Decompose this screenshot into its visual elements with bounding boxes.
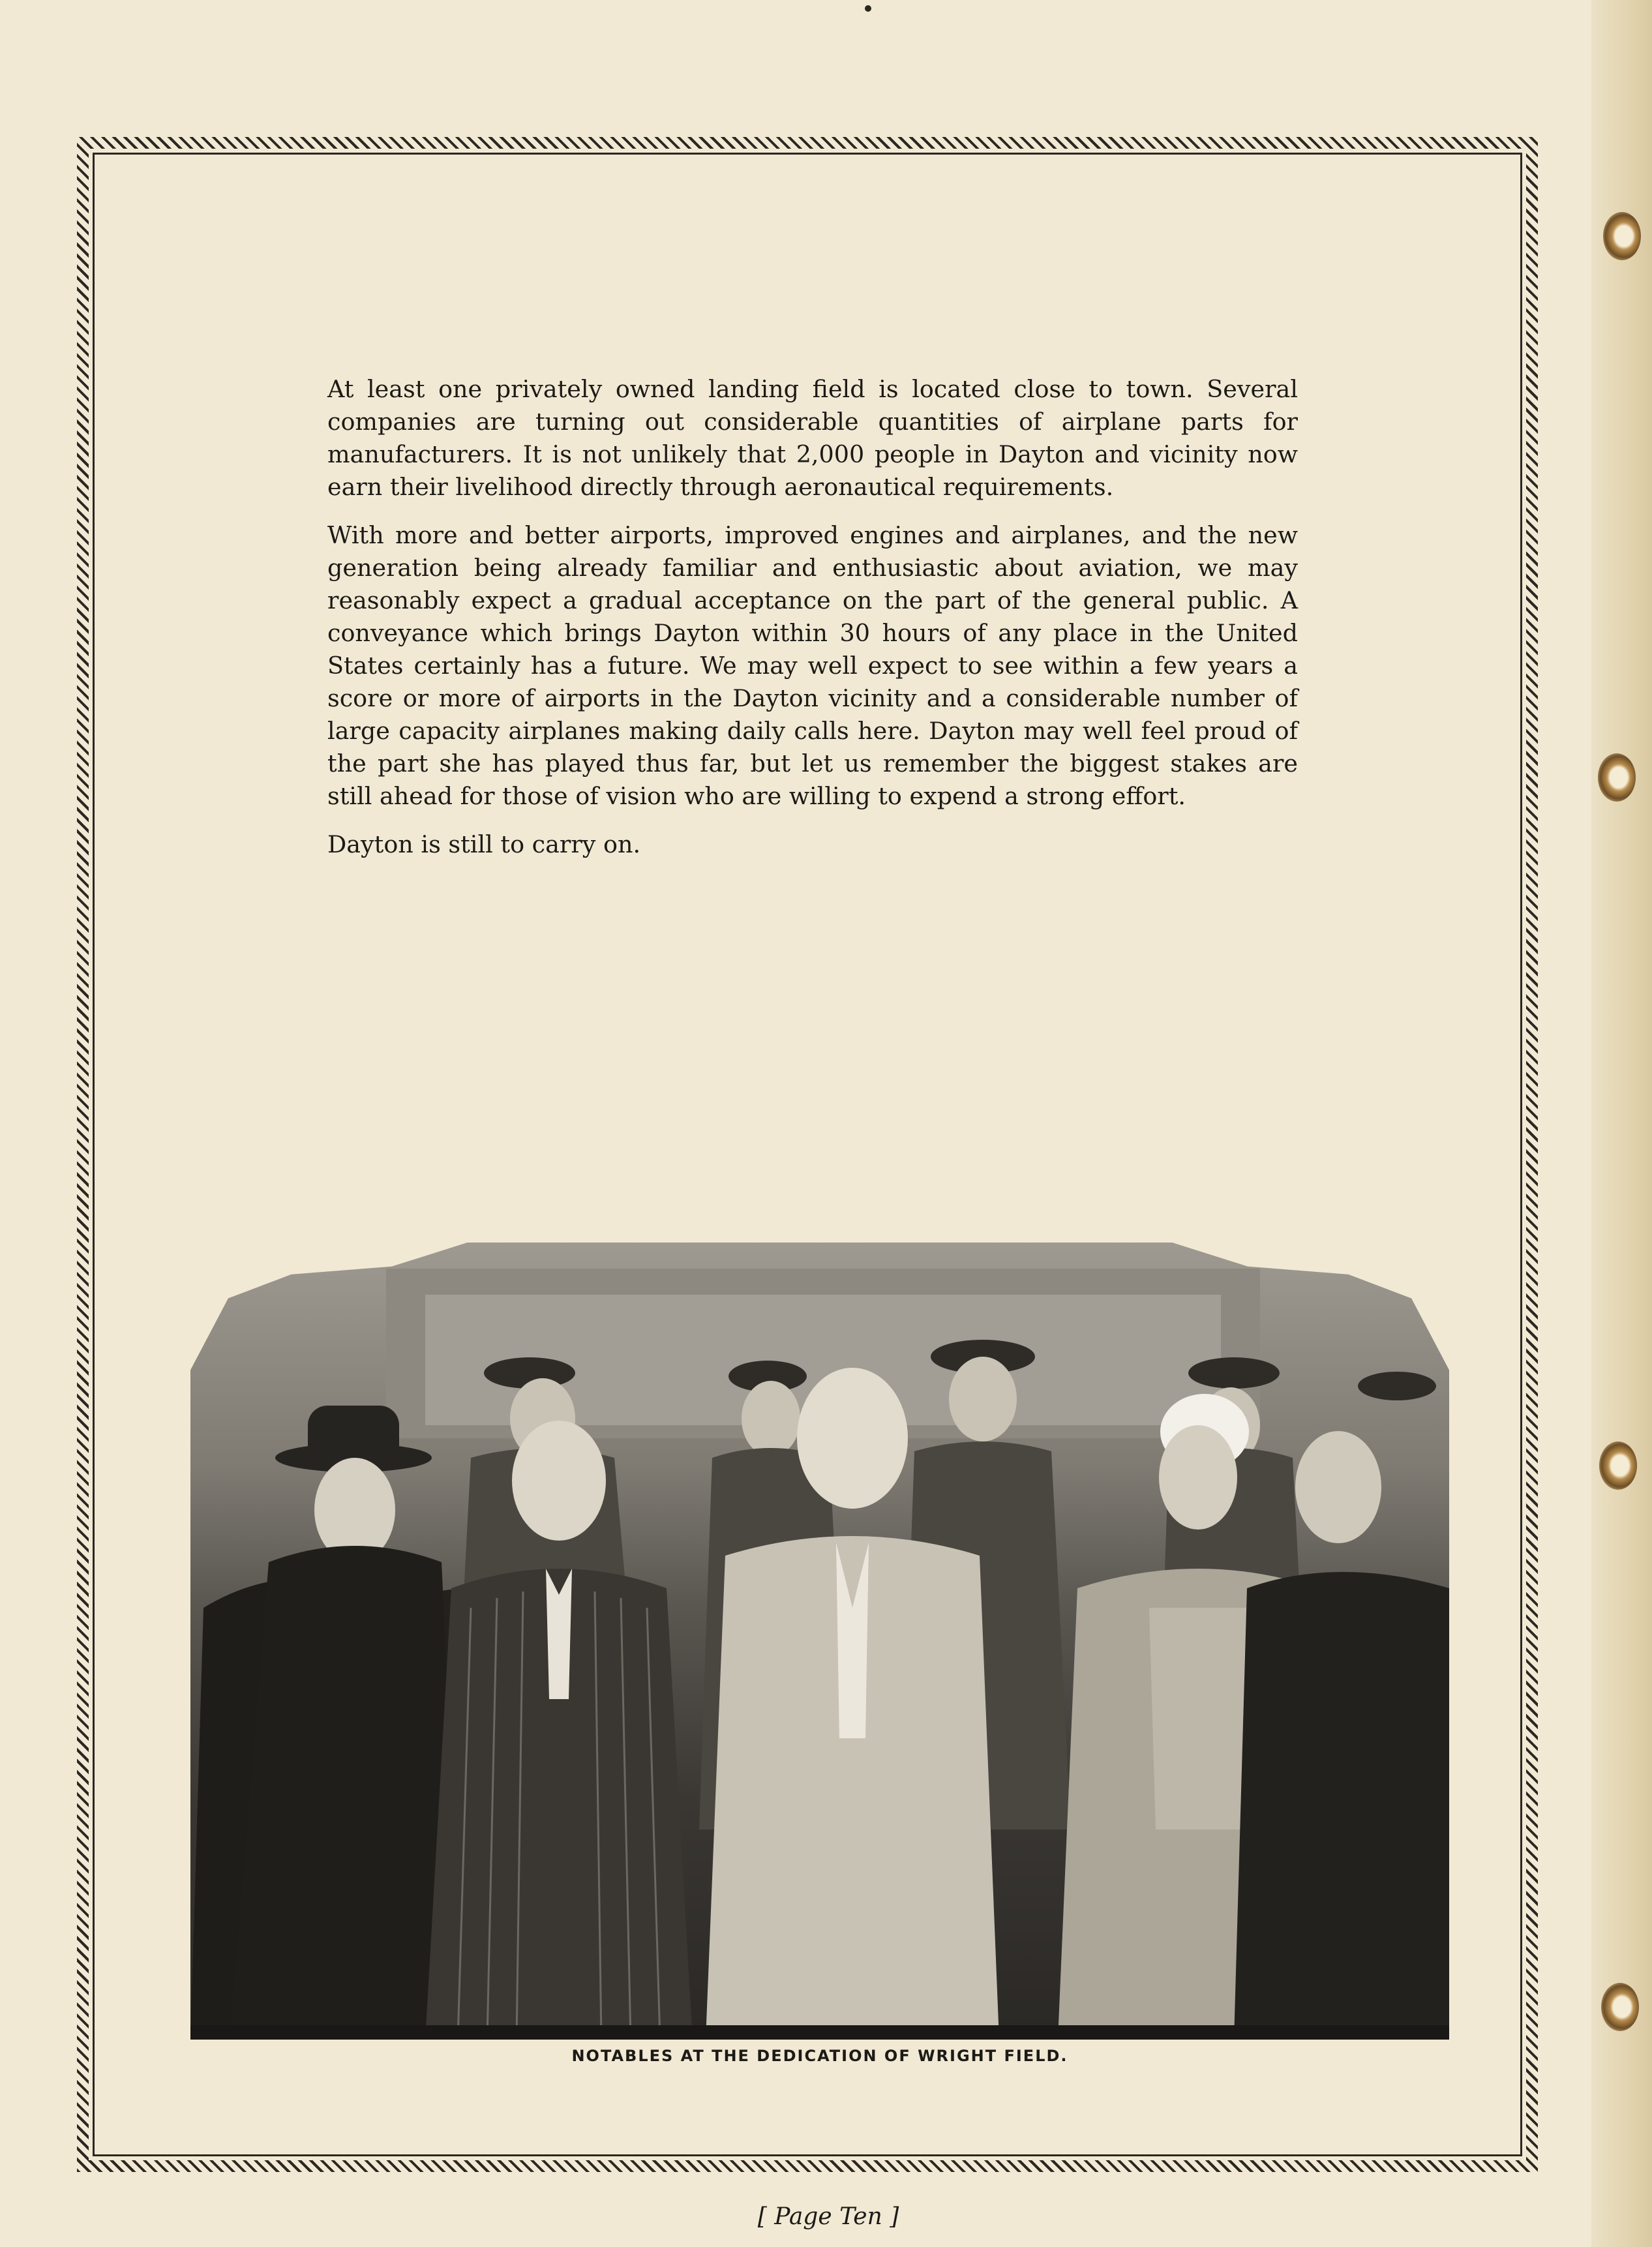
paragraph-1: At least one privately owned landing field is located close to town. Several companies are turning out considerable quantities of airplane parts for manufacturers. It is not unlikely that 2,000 people in Dayton and vicinity now earn their livelihood directly through aeronautical requirements. [327, 375, 1298, 501]
group-photograph [190, 1243, 1449, 2040]
photo-caption: NOTABLES AT THE DEDICATION OF WRIGHT FIELD. [571, 2047, 1068, 2065]
photo-illustration [190, 1243, 1449, 2040]
punch-hole-1 [1603, 212, 1641, 260]
page-number: [ Page Ten ] [757, 2203, 899, 2230]
paragraph-2: With more and better airports, improved engines and airplanes, and the new generation being already familiar and enthusiastic about aviation, we may reasonably expect a gradual acceptance on the part of the general public. A conveyance which brings Dayton within 30 hours of any place in the United States certainly has a future. We may well expect to see within a few years a score or more of airports in the Dayton vicinity and a considerable number of large capacity airplanes making daily calls here. Dayton may well feel proud of the part she has played thus far, but let us remember the biggest stakes are still ahead for those of vision who are willing to expend a strong effort. [327, 521, 1298, 810]
paragraph-3: Dayton is still to carry on. [327, 830, 641, 858]
binding-dot [865, 5, 871, 12]
page-edge-shadow [1591, 0, 1652, 2247]
punch-hole-2 [1598, 753, 1636, 802]
punch-hole-4 [1601, 1983, 1639, 2031]
punch-hole-3 [1599, 1441, 1637, 1490]
article-text [327, 373, 1298, 877]
